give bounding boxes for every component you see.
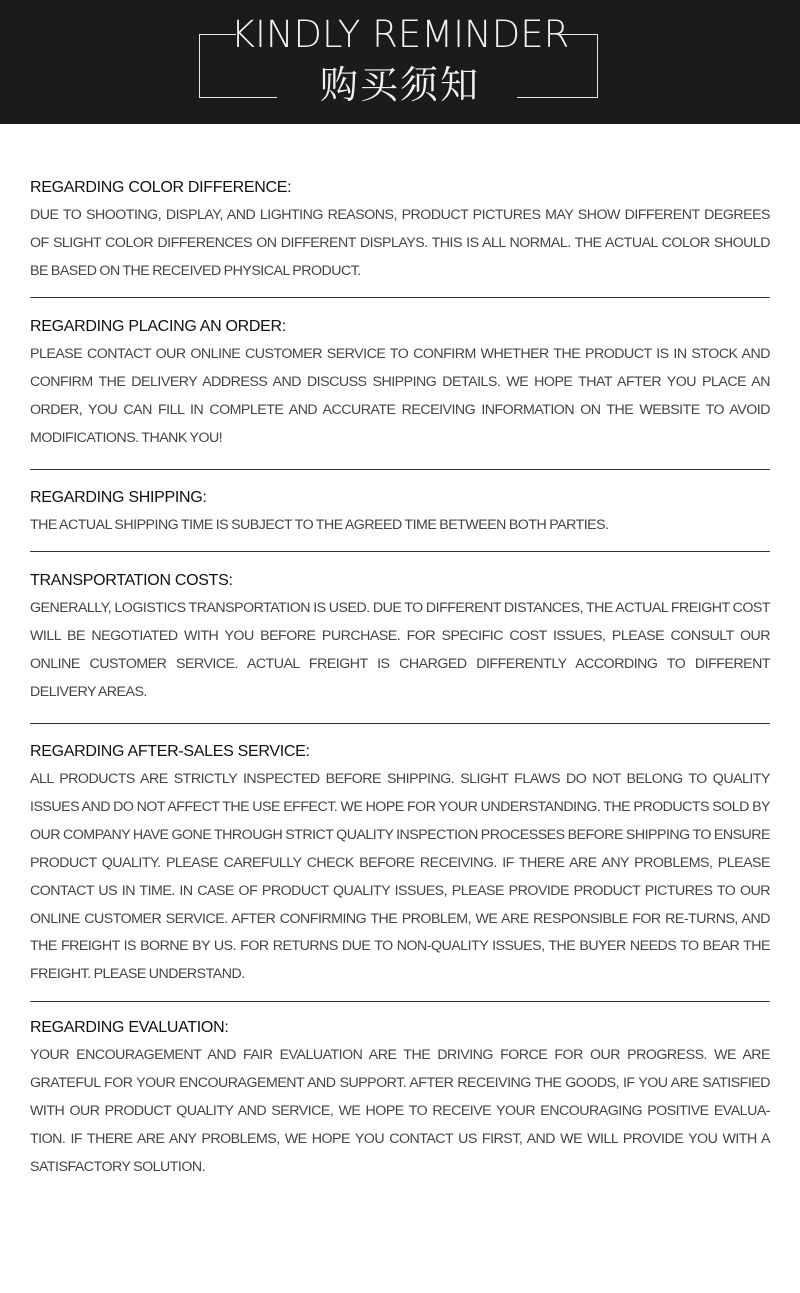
section-body: THE ACTUAL SHIPPING TIME IS SUBJECT TO THE AGREED TIME BETWEEN BOTH PARTIES. [30,517,609,533]
section-body: PLEASE CONTACT OUR ONLINE CUSTOMER SERVICE TO CONFIRM WHETHER THE PRODUCT IS IN STOCK AND CONFIRM THE DELIVERY ADDRESS AND DISCUSS SHIPPING DETAILS. WE HOPE THAT AFTER YOU PLACE AN ORDER, YOU CAN FILL IN COMPLETE AND ACCURATE RECEIVING INFORMATION ON THE WEBSITE TO AVOID MODIFICATIONS. THANK YOU! [30,346,770,446]
header-title-chinese: 购买须知 [319,63,480,107]
section-title: REGARDING PLACING AN ORDER: [30,318,286,335]
section-body: DUE TO SHOOTING, DISPLAY, AND LIGHTING REASONS, PRODUCT PICTURES MAY SHOW DIFFERENT DEGREES OF SLIGHT COLOR DIFFERENCES ON DIFFERENT DISPLAYS. THIS IS ALL NORMAL. THE ACTUAL COLOR SHOULD BE BASED ON THE RECEIVED PHYSICAL PRODUCT. [30,207,770,279]
section-color-difference [30,174,770,298]
section-title: REGARDING EVALUATION: [30,1019,229,1036]
section-body: ALL PRODUCTS ARE STRICTLY INSPECTED BEFORE SHIPPING. SLIGHT FLAWS DO NOT BELONG TO QUALITY ISSUES AND DO NOT AFFECT THE USE EFFECT. WE HOPE FOR YOUR UNDERSTANDING. THE PRODUCTS SOLD BY OUR COMPANY HAVE GONE THROUGH STRICT QUALITY INSPECTION PROCESSES BEFORE SHIPPING TO ENSURE PRODUCT QUALITY. PLEASE CAREFULLY CHECK BEFORE RECEIVING. IF THERE ARE ANY PROBLEMS, PLEASE CONTACT US IN TIME. IN CASE OF PRODUCT QUALITY ISSUES, PLEASE PROVIDE PRODUCT PICTURES TO OUR ONLINE CUSTOMER SERVICE. AFTER CONFIRMING THE PROBLEM, WE ARE RESPONSIBLE FOR RE-TURNS, AND THE FREIGHT IS BORNE BY US. FOR RETURNS DUE TO NON-QUALITY ISSUES, THE BUYER NEEDS TO BEAR THE FREIGHT. PLEASE UNDERSTAND. [30,771,770,983]
section-title: REGARDING SHIPPING: [30,489,207,506]
section-title: REGARDING AFTER-SALES SERVICE: [30,743,310,760]
reminder-header [0,0,800,124]
section-body: GENERALLY, LOGISTICS TRANSPORTATION IS USED. DUE TO DIFFERENT DISTANCES, THE ACTUAL FREIGHT COST WILL BE NEGOTIATED WITH YOU BEFORE PURCHASE. FOR SPECIFIC COST ISSUES, PLEASE CONSULT OUR ONLINE CUSTOMER SERVICE. ACTUAL FREIGHT IS CHARGED DIFFERENTLY ACCORDING TO DIFFERENT DELIVERY AREAS. [30,600,770,700]
section-body: YOUR ENCOURAGEMENT AND FAIR EVALUATION ARE THE DRIVING FORCE FOR OUR PROGRESS. WE ARE GRATEFUL FOR YOUR ENCOURAGEMENT AND SUPPORT. AFTER RECEIVING THE GOODS, IF YOU ARE SATISFIED WITH OUR PRODUCT QUALITY AND SERVICE, WE HOPE TO RECEIVE YOUR ENCOURAGING POSITIVE EVALUA-TION. IF THERE ARE ANY PROBLEMS, WE HOPE YOU CONTACT US FIRST, AND WE WILL PROVIDE YOU WITH A SATISFACTORY SOLUTION. [30,1047,770,1175]
header-title-english: KINDLY REMINDER [230,13,570,56]
section-evaluation [30,1014,770,1182]
section-after-sales [30,738,770,1002]
section-placing-order [30,313,770,470]
section-title: TRANSPORTATION COSTS: [30,572,233,589]
reminder-content [30,174,770,1182]
section-title: REGARDING COLOR DIFFERENCE: [30,179,292,196]
section-transportation-costs [30,567,770,724]
section-shipping [30,484,770,552]
